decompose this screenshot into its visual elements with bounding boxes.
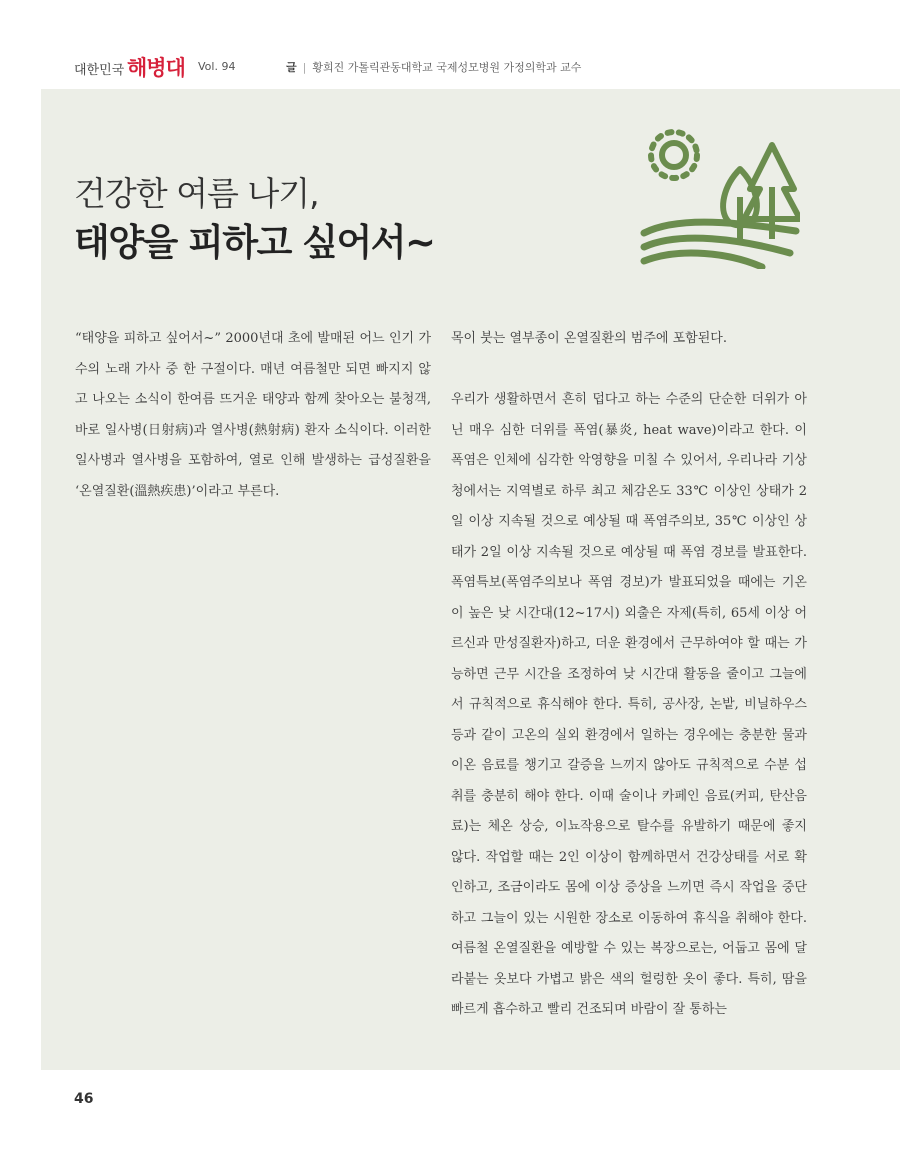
page-header (74, 50, 874, 80)
paragraph: “태양을 피하고 싶어서~” 2000년대 초에 발매된 어느 인기 가수의 노래 가사 중 한 구절이다. 매년 여름철만 되면 빠지지 않고 나오는 소식이 한여름 뜨거운 태양과 함께 찾아오는 불청객, 바로 일사병(日射病)과 열사병(熱射病) 환자 소식이다. 이러한 일사병과 열사병을 포함하여, 열로 인해 발생하는 급성질환을 ‘온열질환(溫熱疾患)’이라고 부른다. (75, 331, 431, 499)
sun-rays (651, 132, 697, 178)
paragraph: 우리가 생활하면서 흔히 덥다고 하는 수준의 단순한 더위가 아닌 매우 심한 더위를 폭염(暴炎, heat wave)이라고 한다. 이 폭염은 인체에 심각한 악영향을 미칠 수 있어서, 우리나라 기상청에서는 지역별로 하루 최고 체감온도 33℃ 이상인 상태가 2일 이상 지속될 것으로 예상될 때 폭염주의보, 35℃ 이상인 상태가 2일 이상 지속될 것으로 예상될 때 폭염 경보를 발표한다. 폭염특보(폭염주의보나 폭염 경보)가 발표되었을 때에는 기온이 높은 낮 시간대(12~17시) 외출은 자제(특히, 65세 이상 어르신과 만성질환자)하고, 더운 환경에서 근무하여야 할 때는 가능하면 근무 시간을 조정하여 낮 시간대 활동을 줄이고 그늘에서 규칙적으로 휴식해야 한다. 특히, 공사장, 논밭, 비닐하우스 등과 같이 고온의 실외 환경에서 일하는 경우에는 충분한 물과 이온 음료를 챙기고 갈증을 느끼지 않아도 규칙적으로 수분 섭취를 충분히 해야 한다. 이때 술이나 카페인 음료(커피, 탄산음료)는 체온 상승, 이뇨작용으로 탈수를 유발하기 때문에 좋지 않다. 작업할 때는 2인 이상이 함께하면서 건강상태를 서로 확인하고, 조금이라도 몸에 이상 증상을 느끼면 즉시 작업을 중단하고 그늘이 있는 시원한 장소로 이동하여 휴식을 취해야 한다. 여름철 온열질환을 예방할 수 있는 복장으로는, 어둡고 몸에 달라붙는 옷보다 가볍고 밝은 색의 헐렁한 옷이 좋다. 특히, 땀을 빠르게 흡수하고 빨리 건조되며 바람이 잘 통하는 (451, 392, 807, 1017)
byline (286, 59, 581, 75)
brand-name: 해병대 (127, 56, 185, 80)
article-title-line1: 건강한 여름 나기, (74, 174, 319, 213)
byline-separator: | (302, 61, 307, 74)
paragraph: 목이 붓는 열부종이 온열질환의 범주에 포함된다. (451, 331, 727, 346)
sun-circle (662, 143, 686, 167)
byline-label: 글 (286, 61, 297, 74)
volume-number: Vol. 94 (198, 60, 236, 73)
hills (644, 222, 796, 267)
body-column-left (75, 324, 431, 538)
brand-country: 대한민국 (74, 63, 125, 78)
page-number: 46 (74, 1091, 94, 1107)
article-title-line2: 태양을 피하고 싶어서~ (74, 221, 435, 264)
body-column-right (451, 324, 807, 1056)
byline-author: 황희진 가톨릭관동대학교 국제성모병원 가정의학과 교수 (312, 61, 582, 74)
sun-trees-hills-icon (640, 127, 800, 269)
